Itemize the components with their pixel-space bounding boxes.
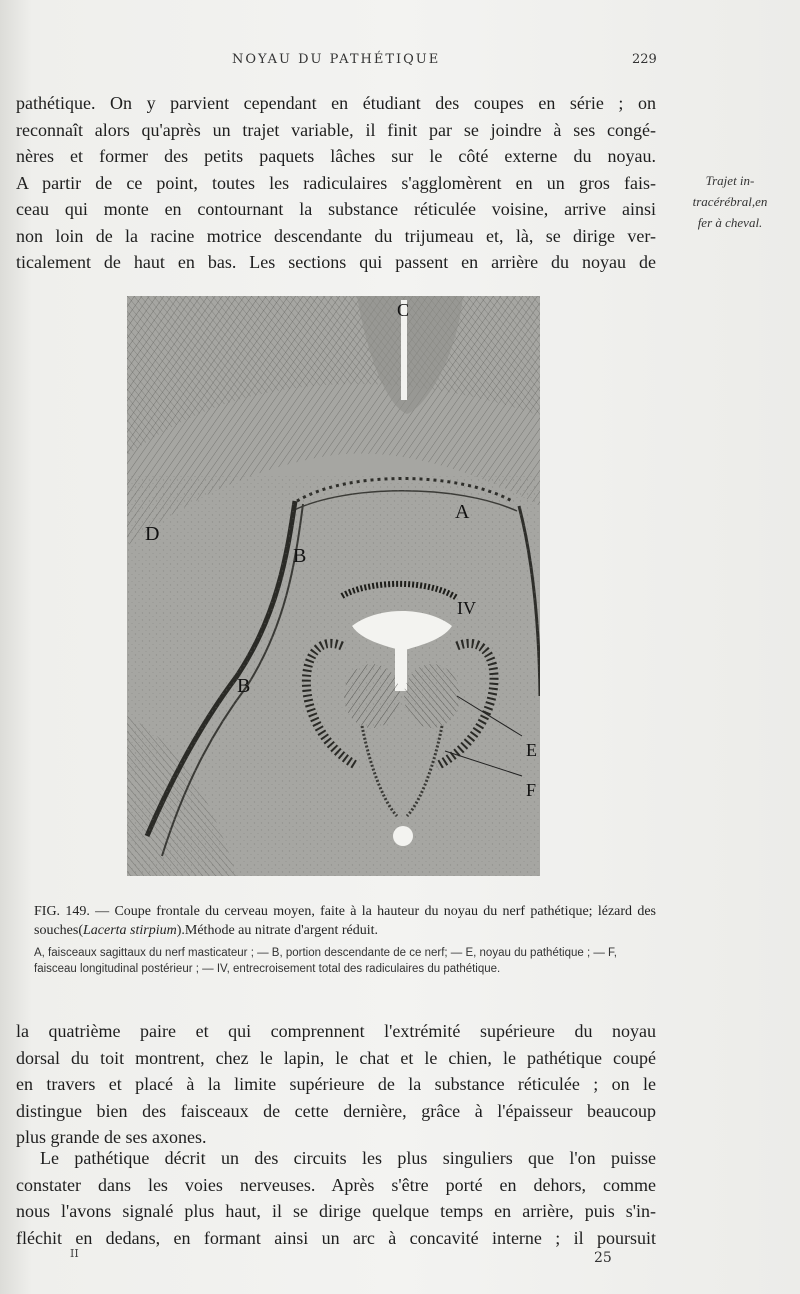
sheet-number: 25 [594, 1250, 612, 1266]
figure-label-e: E [526, 740, 537, 760]
caption-text-after: ).Méthode au nitrate d'argent réduit. [176, 923, 379, 938]
text-line: pathétique. On y parvient cependant en étudiant des coupes en série ; on [16, 93, 656, 113]
text-line: ceau qui monte en contournant la substance réticulée voisine, arrive ainsi [16, 199, 656, 219]
figure-label-d: D [145, 523, 160, 545]
page-number: 229 [632, 52, 657, 67]
histology-figure [127, 296, 540, 876]
figure-label-c: C [397, 300, 410, 320]
figure-drawing [127, 296, 540, 876]
running-head: NOYAU DU PATHÉTIQUE [232, 52, 441, 67]
paragraph-1 [16, 90, 656, 276]
figure-label-f: F [526, 780, 537, 800]
text-line: reconnaît alors qu'après un trajet variable, il finit par se joindre à ses congé- [16, 119, 656, 140]
margin-note-line: tracérébral,en [692, 194, 768, 209]
margin-note-line: fer à cheval. [697, 215, 763, 230]
text-line: en travers et placé à la limite supérieure de la substance réticulée ; on le [16, 1074, 656, 1094]
text-line: la quatrième paire et qui comprennent l'extrémité supérieure du noyau [16, 1021, 656, 1041]
figure-label-iv: IV [457, 598, 476, 618]
caption-text-before: — Coupe frontale du cerveau moyen, faite à la hauteur du noyau du nerf pathétique; lézard des souches( [34, 904, 656, 938]
figure-number: FIG. 149. [34, 904, 90, 919]
figure-label-b-lower: B [237, 675, 251, 697]
text-line: nères et former des petits paquets lâches sur le côté externe du noyau. [16, 146, 656, 166]
margin-note [670, 170, 790, 233]
signature-mark: II [70, 1247, 79, 1260]
text-line: fléchit en dedans, en formant ainsi un arc à concavité interne ; il poursuit [16, 1227, 656, 1248]
text-line: Le pathétique décrit un des circuits les plus singuliers que l'on puisse [40, 1148, 656, 1168]
text-line: dorsal du toit montrent, chez le lapin, le chat et le chien, le pathétique coupé [16, 1047, 656, 1068]
figure-caption [34, 902, 656, 940]
text-line: plus grande de ses axones. [16, 1127, 207, 1147]
text-line: distingue bien des faisceaux de cette dernière, grâce à l'épaisseur beaucoup [16, 1100, 656, 1121]
text-line: non loin de la racine motrice descendante du trijumeau et, là, se dirige ver- [16, 225, 656, 246]
text-line: nous l'avons signalé plus haut, il se dirige quelque temps en arrière, puis s'in- [16, 1201, 656, 1221]
text-line: ticalement de haut en bas. Les sections qui passent en arrière du noyau de [16, 252, 656, 272]
margin-note-line: Trajet in- [705, 173, 755, 188]
caption-species: Lacerta stirpium [83, 923, 177, 938]
paragraph-3 [16, 1145, 656, 1251]
figure-label-b-upper: B [293, 545, 307, 567]
text-line: A partir de ce point, toutes les radiculaires s'agglomèrent en un gros fais- [16, 172, 656, 193]
figure-legend: A, faisceaux sagittaux du nerf masticateur ; — B, portion descendante de ce nerf; — E, noyau du pathétique ; — F, faisceau longitudinal postérieur ; — IV, entrecroisement total des radiculaires du pathétique. [34, 947, 617, 975]
figure-label-a: A [455, 501, 470, 523]
text-line: constater dans les voies nerveuses. Après s'être porté en dehors, comme [16, 1174, 656, 1195]
paragraph-2 [16, 1018, 656, 1151]
